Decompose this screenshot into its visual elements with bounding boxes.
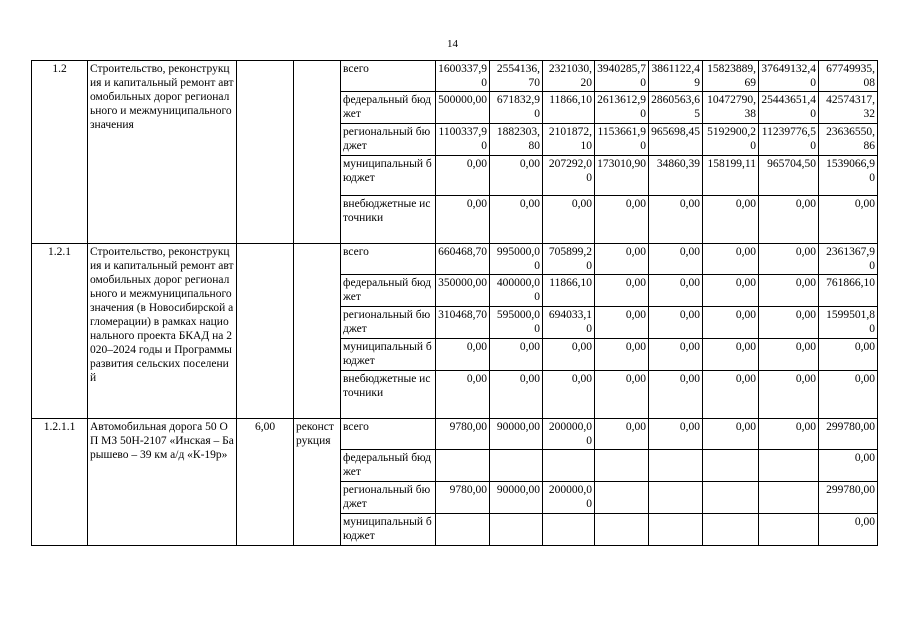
amount-cell: 2860563,65 [649,92,703,124]
amount-cell [649,482,703,514]
table-row [32,419,878,450]
amount-cell: 995000,00 [490,244,543,275]
amount-cell: 0,00 [759,339,819,371]
section-work-type [294,244,341,419]
amount-cell: 0,00 [703,419,759,450]
amount-cell: 0,00 [649,275,703,307]
amount-cell: 90000,00 [490,482,543,514]
amount-cell: 42574317,32 [819,92,878,124]
amount-cell: 0,00 [595,307,649,339]
amount-cell: 0,00 [759,419,819,450]
amount-cell: 2361367,90 [819,244,878,275]
funding-source: федеральный бюджет [341,450,436,482]
section-length [237,61,294,244]
amount-cell [436,514,490,546]
amount-cell: 965704,50 [759,156,819,196]
amount-cell [543,514,595,546]
amount-cell: 0,00 [649,196,703,244]
amount-cell [703,514,759,546]
amount-cell: 5192900,20 [703,124,759,156]
section-code: 1.2 [32,61,88,244]
amount-cell: 2613612,90 [595,92,649,124]
amount-cell: 500000,00 [436,92,490,124]
amount-cell: 299780,00 [819,482,878,514]
amount-cell: 2554136,70 [490,61,543,92]
amount-cell: 0,00 [649,419,703,450]
funding-source: федеральный бюджет [341,275,436,307]
amount-cell [703,450,759,482]
section-work-type: реконструкция [294,419,341,546]
amount-cell: 0,00 [703,275,759,307]
amount-cell: 0,00 [436,196,490,244]
funding-source: федеральный бюджет [341,92,436,124]
amount-cell: 9780,00 [436,419,490,450]
amount-cell [595,514,649,546]
amount-cell: 34860,39 [649,156,703,196]
funding-source: региональный бюджет [341,307,436,339]
funding-source: региональный бюджет [341,124,436,156]
amount-cell [595,482,649,514]
amount-cell: 0,00 [595,371,649,419]
amount-cell [595,450,649,482]
amount-cell: 0,00 [595,196,649,244]
table-row [32,244,878,275]
amount-cell: 0,00 [436,339,490,371]
amount-cell: 0,00 [819,196,878,244]
amount-cell: 0,00 [703,371,759,419]
amount-cell: 15823889,69 [703,61,759,92]
amount-cell [543,450,595,482]
amount-cell: 1882303,80 [490,124,543,156]
amount-cell [490,450,543,482]
funding-source: региональный бюджет [341,482,436,514]
amount-cell: 595000,00 [490,307,543,339]
amount-cell: 2321030,20 [543,61,595,92]
amount-cell: 299780,00 [819,419,878,450]
funding-source: всего [341,61,436,92]
amount-cell: 200000,00 [543,482,595,514]
amount-cell [759,482,819,514]
page-number: 14 [447,38,458,50]
amount-cell [649,514,703,546]
amount-cell: 0,00 [595,419,649,450]
amount-cell: 0,00 [490,339,543,371]
amount-cell: 0,00 [649,371,703,419]
amount-cell: 1600337,90 [436,61,490,92]
section-name: Строительство, реконструкция и капитальный ремонт автомобильных дорог регионального и межмуниципального значения (в Новосибирской агломерации) в рамках национального проекта БКАД на 2020–2024 годы и Программы развития сельских поселений [88,244,237,419]
section-code: 1.2.1.1 [32,419,88,546]
amount-cell: 0,00 [436,156,490,196]
funding-source: внебюджетные источники [341,371,436,419]
amount-cell: 660468,70 [436,244,490,275]
amount-cell: 3861122,49 [649,61,703,92]
amount-cell: 9780,00 [436,482,490,514]
amount-cell: 37649132,40 [759,61,819,92]
section-name: Автомобильная дорога 50 ОП МЗ 50Н-2107 «Инская – Барышево – 39 км а/д «К-19р» [88,419,237,546]
amount-cell: 0,00 [819,371,878,419]
amount-cell: 0,00 [819,514,878,546]
amount-cell: 310468,70 [436,307,490,339]
amount-cell: 0,00 [759,244,819,275]
funding-source: муниципальный бюджет [341,339,436,371]
table-row [32,61,878,92]
amount-cell: 705899,20 [543,244,595,275]
amount-cell [759,450,819,482]
amount-cell: 0,00 [703,339,759,371]
amount-cell: 1539066,90 [819,156,878,196]
amount-cell [759,514,819,546]
amount-cell: 25443651,40 [759,92,819,124]
section-work-type [294,61,341,244]
amount-cell: 11866,10 [543,275,595,307]
funding-source: муниципальный бюджет [341,514,436,546]
amount-cell: 207292,00 [543,156,595,196]
amount-cell: 67749935,08 [819,61,878,92]
section-length: 6,00 [237,419,294,546]
amount-cell: 0,00 [703,307,759,339]
amount-cell: 10472790,38 [703,92,759,124]
financing-table [31,60,878,546]
amount-cell: 11239776,50 [759,124,819,156]
amount-cell [649,450,703,482]
amount-cell: 0,00 [703,196,759,244]
amount-cell: 173010,90 [595,156,649,196]
amount-cell: 0,00 [759,371,819,419]
amount-cell: 0,00 [649,307,703,339]
amount-cell: 11866,10 [543,92,595,124]
amount-cell: 0,00 [490,196,543,244]
amount-cell: 761866,10 [819,275,878,307]
amount-cell: 694033,10 [543,307,595,339]
amount-cell: 3940285,70 [595,61,649,92]
funding-source: всего [341,419,436,450]
amount-cell: 1599501,80 [819,307,878,339]
amount-cell: 0,00 [759,307,819,339]
amount-cell: 1100337,90 [436,124,490,156]
amount-cell: 0,00 [543,371,595,419]
amount-cell: 0,00 [595,275,649,307]
amount-cell: 0,00 [703,244,759,275]
amount-cell: 0,00 [490,156,543,196]
amount-cell: 1153661,90 [595,124,649,156]
amount-cell: 90000,00 [490,419,543,450]
amount-cell: 0,00 [595,339,649,371]
amount-cell: 0,00 [543,339,595,371]
amount-cell [703,482,759,514]
amount-cell: 0,00 [759,196,819,244]
amount-cell: 0,00 [490,371,543,419]
amount-cell: 0,00 [436,371,490,419]
amount-cell: 23636550,86 [819,124,878,156]
amount-cell: 965698,45 [649,124,703,156]
section-length [237,244,294,419]
amount-cell: 0,00 [819,339,878,371]
amount-cell: 671832,90 [490,92,543,124]
funding-source: внебюджетные источники [341,196,436,244]
amount-cell: 350000,00 [436,275,490,307]
amount-cell: 0,00 [819,450,878,482]
section-name: Строительство, реконструкция и капитальный ремонт автомобильных дорог регионального и межмуниципального значения [88,61,237,244]
amount-cell: 0,00 [595,244,649,275]
amount-cell: 158199,11 [703,156,759,196]
amount-cell: 2101872,10 [543,124,595,156]
funding-source: муниципальный бюджет [341,156,436,196]
amount-cell: 200000,00 [543,419,595,450]
amount-cell: 0,00 [759,275,819,307]
amount-cell: 0,00 [649,339,703,371]
amount-cell [436,450,490,482]
amount-cell: 400000,00 [490,275,543,307]
funding-source: всего [341,244,436,275]
section-code: 1.2.1 [32,244,88,419]
amount-cell: 0,00 [649,244,703,275]
amount-cell: 0,00 [543,196,595,244]
amount-cell [490,514,543,546]
